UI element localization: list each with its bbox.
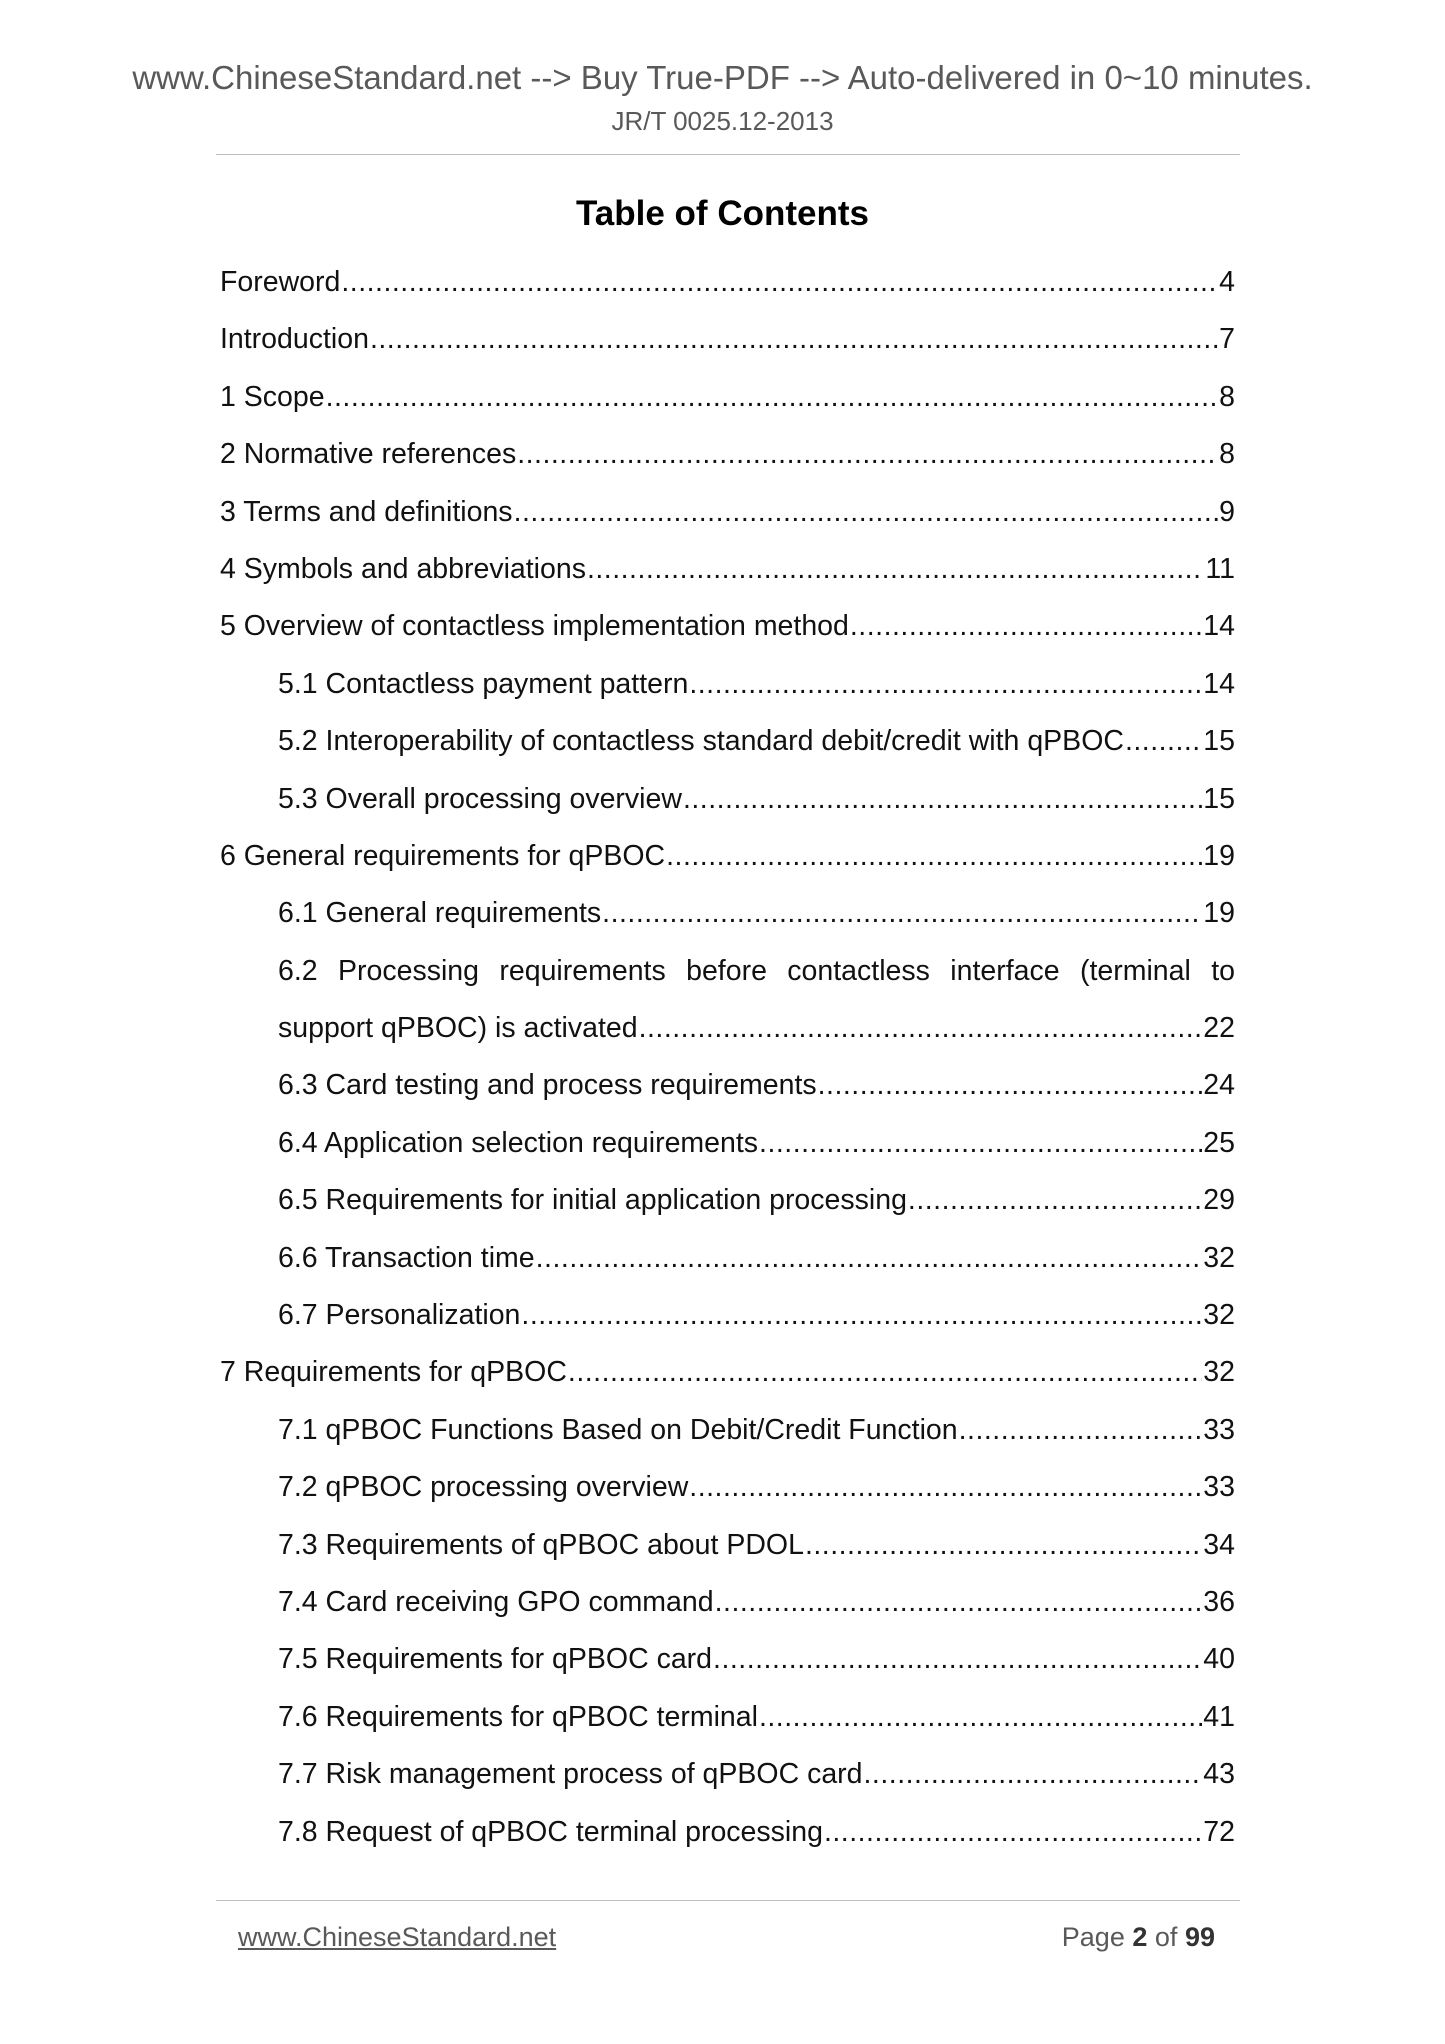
toc-entry[interactable] [220,656,1235,713]
toc-dot-leader [639,1000,1203,1057]
toc-dot-leader [521,1287,1202,1344]
toc-entry-page: 19 [1203,897,1235,930]
toc-entry-page: 33 [1203,1471,1235,1504]
toc-entry[interactable] [220,1804,1235,1861]
toc-entry-page: 36 [1203,1585,1235,1618]
toc-entry-label-line1: 6.2 Processing requirements before contactless interface (terminal to [278,954,1235,987]
toc-dot-leader [341,254,1218,311]
toc-entry-label: 7.7 Risk management process of qPBOC card [278,1758,863,1791]
toc-entry-page: 34 [1203,1528,1235,1561]
page-total: 99 [1184,1922,1215,1952]
toc-entry-label: 6.1 General requirements [278,897,602,930]
toc-dot-leader [818,1057,1203,1114]
toc-entry-label: 3 Terms and definitions [220,495,513,528]
toc-entry-page: 11 [1205,552,1235,585]
toc-entry[interactable] [220,828,1235,885]
toc-entry-page: 8 [1219,380,1235,413]
footer-divider [216,1900,1240,1901]
toc-entry-page: 25 [1203,1126,1235,1159]
footer-website-link[interactable]: www.ChineseStandard.net [238,1922,557,1952]
toc-entry[interactable] [220,426,1235,483]
toc-entry-label: 7 Requirements for qPBOC [220,1356,567,1389]
toc-entry-page: 29 [1203,1184,1235,1217]
page-prefix: Page [1061,1922,1125,1952]
toc-entry-page: 9 [1219,495,1235,528]
toc-entry-label: Introduction [220,323,369,356]
toc-entry-label: 7.3 Requirements of qPBOC about PDOL [278,1528,804,1561]
toc-entry-page: 72 [1203,1815,1235,1848]
toc-entry[interactable] [220,598,1235,655]
toc-dot-leader [666,828,1202,885]
toc-entry-page: 8 [1219,438,1235,471]
page-title: Table of Contents [576,194,869,233]
toc-entry[interactable] [220,1230,1235,1287]
toc-dot-leader [1125,713,1202,770]
toc-entry-page: 41 [1203,1700,1235,1733]
toc-dot-leader [715,1574,1203,1631]
toc-entry[interactable] [220,1689,1235,1746]
toc-entry-page: 14 [1203,667,1235,700]
toc-entry-page: 24 [1203,1069,1235,1102]
toc-entry[interactable] [220,1000,1235,1057]
toc-entry-label: 5.2 Interoperability of contactless standard debit/credit with qPBOC [278,725,1124,758]
toc-entry-label: 5.3 Overall processing overview [278,782,682,815]
toc-dot-leader [689,656,1202,713]
toc-entry-label: 5 Overview of contactless implementation method [220,610,849,643]
toc-entry-page: 22 [1203,1012,1235,1045]
toc-entry-page: 19 [1203,839,1235,872]
toc-entry[interactable] [220,885,1235,942]
toc-entry[interactable] [220,713,1235,770]
header-divider [216,154,1240,155]
toc-entry-label: 7.4 Card receiving GPO command [278,1585,714,1618]
toc-dot-leader [326,369,1219,426]
toc-entry[interactable] [220,1344,1235,1401]
toc-entry[interactable] [220,1172,1235,1229]
table-of-contents [220,254,1235,1861]
toc-dot-leader [683,771,1202,828]
toc-entry[interactable] [220,1402,1235,1459]
toc-entry-page: 32 [1203,1241,1235,1274]
toc-entry-label: 7.5 Requirements for qPBOC card [278,1643,713,1676]
toc-entry-label: 7.1 qPBOC Functions Based on Debit/Credit Function [278,1413,958,1446]
toc-entry[interactable] [220,369,1235,426]
toc-dot-leader [713,1631,1202,1688]
toc-dot-leader [805,1517,1202,1574]
toc-entry-label: 6.3 Card testing and process requirements [278,1069,817,1102]
toc-dot-leader [514,484,1219,541]
toc-entry[interactable] [220,484,1235,541]
toc-entry-page: 33 [1203,1413,1235,1446]
toc-entry-label: 7.6 Requirements for qPBOC terminal [278,1700,758,1733]
toc-entry-label: 2 Normative references [220,438,517,471]
page-current: 2 [1132,1922,1148,1952]
toc-entry[interactable] [220,1574,1235,1631]
toc-dot-leader [908,1172,1202,1229]
toc-entry-label: 6.4 Application selection requirements [278,1126,759,1159]
footer-page-number [1062,1920,1215,1954]
toc-entry-page: 4 [1219,266,1235,298]
toc-entry-label: Foreword [220,266,341,298]
standard-code: JR/T 0025.12-2013 [611,106,834,136]
toc-entry[interactable] [220,1631,1235,1688]
toc-dot-leader [759,1689,1202,1746]
toc-dot-leader [759,1115,1202,1172]
toc-entry-label: 5.1 Contactless payment pattern [278,667,689,700]
toc-entry-label: 7.2 qPBOC processing overview [278,1471,689,1504]
toc-entry-page: 7 [1219,323,1235,356]
toc-entry-continued[interactable] [220,943,1235,1000]
toc-entry-label: 6.6 Transaction time [278,1241,535,1274]
toc-entry-label: 4 Symbols and abbreviations [220,552,586,585]
toc-entry-page: 40 [1203,1643,1235,1676]
toc-dot-leader [536,1230,1203,1287]
toc-entry[interactable] [220,311,1235,368]
toc-entry[interactable] [220,771,1235,828]
toc-entry-label: 6 General requirements for qPBOC [220,839,666,872]
toc-entry[interactable] [220,1057,1235,1114]
toc-dot-leader [864,1746,1203,1803]
toc-entry-label: 7.8 Request of qPBOC terminal processing [278,1815,823,1848]
toc-dot-leader [517,426,1218,483]
toc-entry[interactable] [220,1459,1235,1516]
toc-entry[interactable] [220,254,1235,311]
toc-entry-page: 15 [1203,782,1235,815]
toc-dot-leader [824,1804,1202,1861]
toc-dot-leader [568,1344,1202,1401]
toc-dot-leader [602,885,1202,942]
toc-entry-page: 32 [1203,1299,1235,1332]
toc-entry-page: 14 [1203,610,1235,643]
toc-entry[interactable] [220,1746,1235,1803]
toc-entry-label: 1 Scope [220,380,325,413]
toc-dot-leader [587,541,1204,598]
toc-dot-leader [689,1459,1202,1516]
toc-entry-label: 6.7 Personalization [278,1299,521,1332]
header-banner: www.ChineseStandard.net --> Buy True-PDF --> Auto-delivered in 0~10 minutes. [132,59,1313,96]
toc-entry-label: support qPBOC) is activated [278,1012,638,1045]
toc-entry-page: 43 [1203,1758,1235,1791]
toc-entry-label: 6.5 Requirements for initial application processing [278,1184,907,1217]
toc-dot-leader [959,1402,1203,1459]
toc-dot-leader [370,311,1218,368]
toc-entry-page: 32 [1203,1356,1235,1389]
toc-entry[interactable] [220,1115,1235,1172]
toc-entry[interactable] [220,1287,1235,1344]
toc-entry-page: 15 [1203,725,1235,758]
toc-entry[interactable] [220,1517,1235,1574]
page-of: of [1154,1922,1178,1952]
toc-dot-leader [850,598,1202,655]
toc-entry[interactable] [220,541,1235,598]
